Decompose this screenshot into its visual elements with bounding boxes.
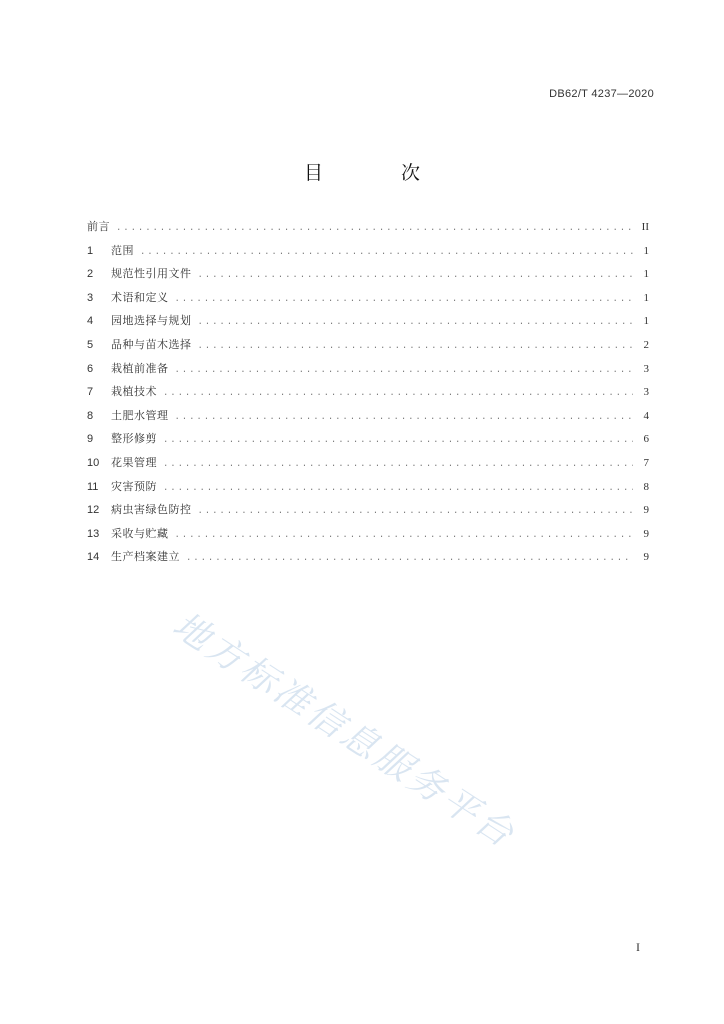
toc-entry-label: 整形修剪	[111, 432, 157, 446]
toc-entry[interactable]	[87, 336, 649, 360]
toc-entry[interactable]	[87, 430, 649, 454]
toc-entry[interactable]	[87, 360, 649, 384]
toc-dot-leader	[198, 317, 634, 327]
toc-entry[interactable]	[87, 548, 649, 572]
toc-entry[interactable]	[87, 242, 649, 266]
toc-entry-number: 6	[87, 362, 94, 375]
toc-entry-page: 7	[643, 456, 649, 469]
toc-dot-leader	[175, 365, 634, 375]
toc-entry-label: 品种与苗木选择	[111, 337, 192, 351]
toc-entry-label: 园地选择与规划	[111, 314, 192, 328]
toc-dot-leader	[186, 553, 633, 563]
toc-entry-number: 1	[87, 244, 94, 257]
toc-dot-leader	[116, 223, 633, 233]
page-title: 目 次	[303, 162, 457, 184]
toc-dot-leader	[198, 270, 634, 280]
toc-entry-number: 12	[87, 504, 100, 517]
toc-entry-number: 4	[87, 315, 94, 328]
toc-entry-page: 1	[643, 268, 649, 281]
toc-entry-number: 10	[87, 456, 100, 469]
toc-entry-label: 灾害预防	[111, 479, 157, 493]
toc-entry-number: 3	[87, 291, 94, 304]
toc-entry-page: 6	[643, 433, 649, 446]
toc-entry-number: 7	[87, 386, 94, 399]
toc-entry-label: 生产档案建立	[111, 550, 180, 564]
toc-entry[interactable]	[87, 218, 649, 242]
toc-entry-label: 前言	[87, 220, 110, 233]
toc-entry-page: 4	[643, 409, 649, 422]
watermark: 地方标准信息服务平台	[165, 604, 524, 857]
toc-entry-page: 9	[643, 527, 649, 540]
toc-entry[interactable]	[87, 312, 649, 336]
toc-entry[interactable]	[87, 383, 649, 407]
toc-dot-leader	[163, 435, 633, 445]
toc-entry-page: 9	[643, 504, 649, 517]
toc-dot-leader	[163, 388, 633, 398]
toc-entry-number: 9	[87, 433, 94, 446]
toc-entry-page: 1	[643, 244, 649, 257]
toc-entry-label: 土肥水管理	[111, 408, 169, 422]
toc-entry-page: 3	[643, 386, 649, 399]
toc-dot-leader	[175, 294, 634, 304]
toc-entry-number: 5	[87, 338, 94, 351]
toc-entry[interactable]	[87, 265, 649, 289]
standard-code: DB62/T 4237—2020	[549, 88, 654, 100]
toc-entry[interactable]	[87, 407, 649, 431]
toc-entry-number: 11	[87, 480, 99, 493]
toc-entry-number: 14	[87, 551, 100, 564]
toc-entry-label: 采收与贮藏	[111, 526, 169, 540]
toc-dot-leader	[175, 530, 634, 540]
table-of-contents	[87, 218, 649, 572]
toc-entry[interactable]	[87, 478, 649, 502]
toc-entry-label: 术语和定义	[111, 290, 169, 304]
toc-entry-label: 花果管理	[111, 455, 157, 469]
toc-entry-number: 2	[87, 268, 94, 281]
toc-dot-leader	[198, 341, 634, 351]
toc-entry-label: 规范性引用文件	[111, 267, 192, 281]
toc-entry-number: 8	[87, 409, 94, 422]
toc-entry-page: II	[641, 221, 649, 233]
toc-dot-leader	[163, 459, 633, 469]
toc-entry-label: 栽植技术	[111, 385, 157, 399]
toc-entry-page: 8	[643, 480, 649, 493]
toc-entry-label: 栽植前准备	[111, 361, 169, 375]
toc-entry-page: 1	[643, 291, 649, 304]
toc-entry-page: 3	[643, 362, 649, 375]
toc-entry[interactable]	[87, 289, 649, 313]
toc-dot-leader	[163, 483, 633, 493]
toc-dot-leader	[198, 506, 634, 516]
toc-entry-label: 病虫害绿色防控	[111, 503, 192, 517]
toc-entry-number: 13	[87, 527, 100, 540]
toc-entry-label: 范围	[111, 243, 134, 257]
toc-entry-page: 9	[643, 551, 649, 564]
page-number: I	[636, 940, 640, 954]
toc-entry[interactable]	[87, 454, 649, 478]
toc-entry-page: 2	[643, 338, 649, 351]
toc-entry[interactable]	[87, 525, 649, 549]
toc-dot-leader	[140, 247, 633, 257]
toc-entry-page: 1	[643, 315, 649, 328]
toc-entry[interactable]	[87, 501, 649, 525]
toc-dot-leader	[175, 412, 634, 422]
